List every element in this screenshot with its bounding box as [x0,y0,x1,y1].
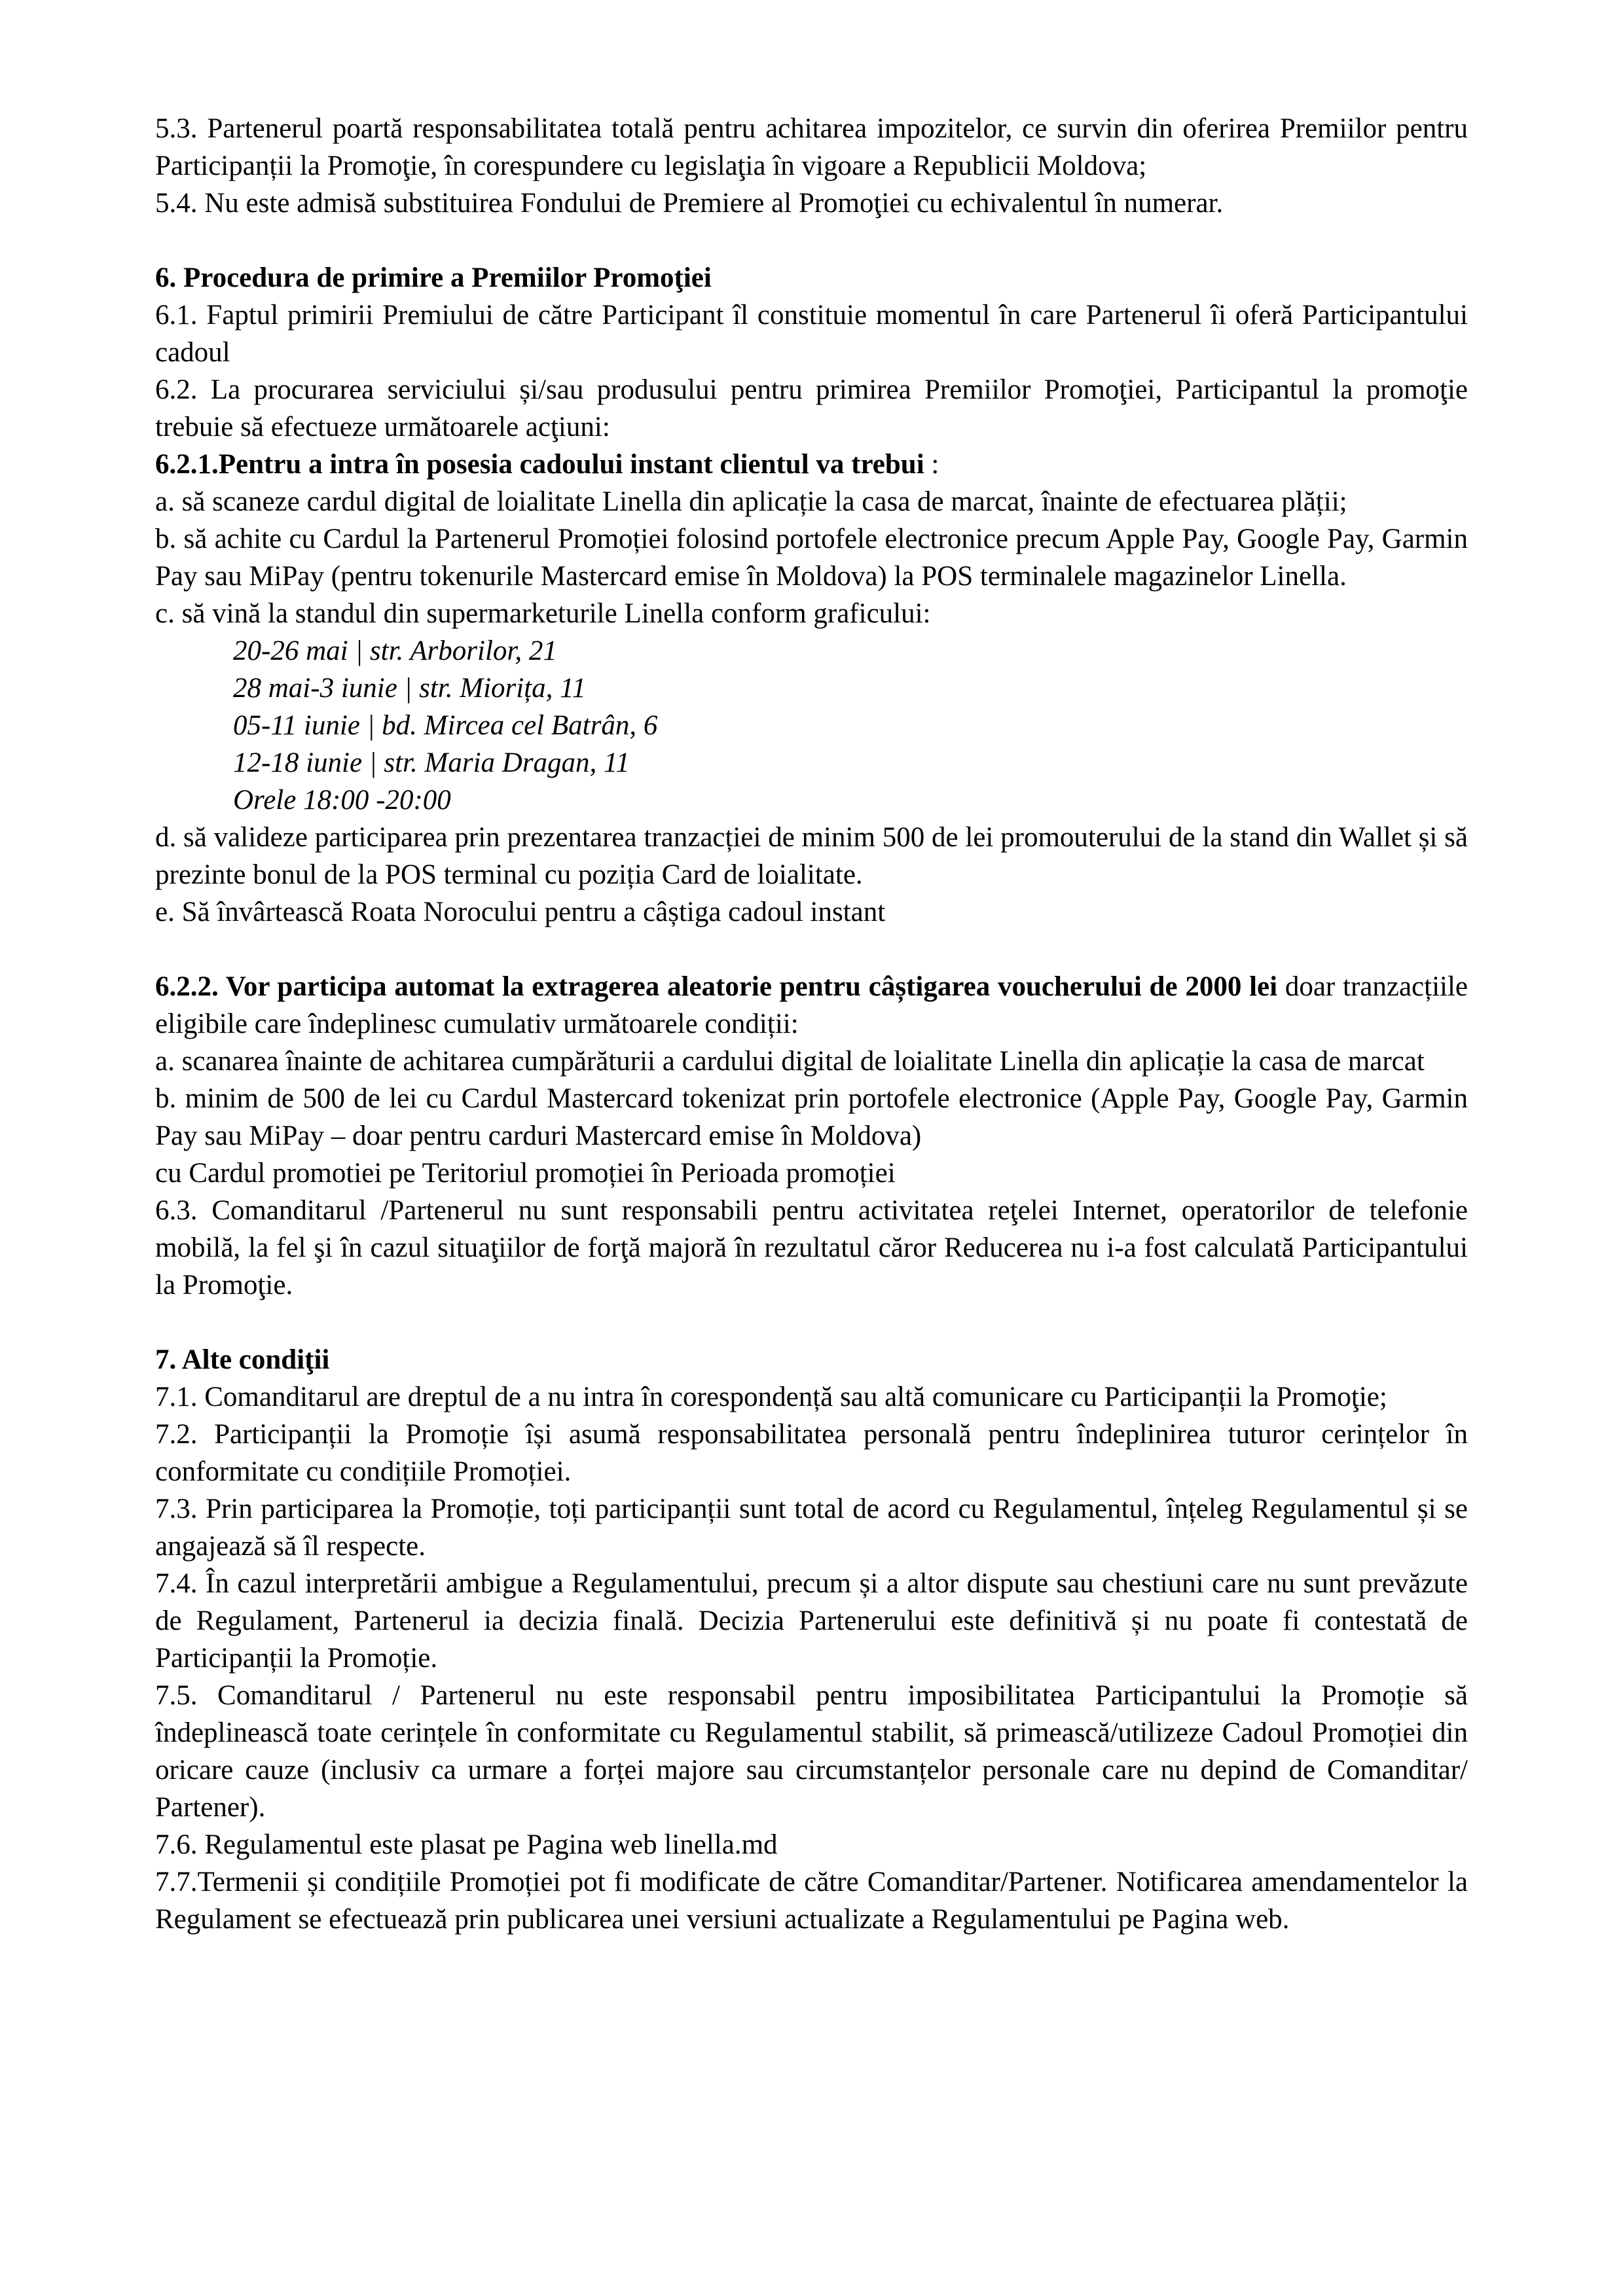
clause-6-2-2 [155,968,1468,1043]
clause-7-7: 7.7.Termenii și condițiile Promoției pot fi modificate de către Comanditar/Partener. Notificarea amendamentelor la Regulament se efectuează prin publicarea unei versiuni actualizate a Regulamentului pe Pagina web. [155,1867,1468,1935]
schedule-line: 20-26 mai | str. Arborilor, 21 [233,636,557,666]
clause-6-3: 6.3. Comanditarul /Partenerul nu sunt responsabili pentru activitatea reţelei Internet, operatorilor de telefonie mobilă, la fel şi în cazul situaţiilor de forţă majoră în rezultatul căror Reducerea nu i-a fost calculată Participantului la Promoţie. [155,1195,1468,1300]
clause-7-3: 7.3. Prin participarea la Promoție, toți participanții sunt total de acord cu Regulamentul, înțeleg Regulamentul și se angajează să îl respecte. [155,1494,1468,1562]
clause-7-5: 7.5. Comanditarul / Partenerul nu este responsabil pentru imposibilitatea Participantului la Promoție să îndeplinească toate cerințele în conformitate cu Regulamentul stabilit, să primească/utilizeze Cadoul Promoției din oricare cauze (inclusiv ca urmare a forței majore sau circumstanțelor personale care nu depind de Comanditar/ Partener). [155,1680,1468,1823]
item-d: d. să valideze participarea prin prezentarea tranzacției de minim 500 de lei promouterului de la stand din Wallet și să prezinte bonul de la POS terminal cu poziția Card de loialitate. [155,822,1468,890]
clause-5-4: 5.4. Nu este admisă substituirea Fondului de Premiere al Promoţiei cu echivalentul în numerar. [155,188,1224,219]
clause-6-2-1-rest: : [924,449,939,480]
item-b: b. să achite cu Cardul la Partenerul Promoției folosind portofele electronice precum Apple Pay, Google Pay, Garmin Pay sau MiPay (pentru tokenurile Mastercard emise în Moldova) la POS terminalele magazinelor Linella. [155,524,1468,592]
item-a: a. să scaneze cardul digital de loialitate Linella din aplicație la casa de marcat, înainte de efectuarea plății; [155,486,1347,517]
document-page [155,110,1468,1938]
condition-b-continued: cu Cardul promotiei pe Teritoriul promoției în Perioada promoției [155,1158,896,1189]
clause-6-1: 6.1. Faptul primirii Premiului de către Participant îl constituie momentul în care Partenerul îi oferă Participantului cadoul [155,300,1468,368]
spacer [155,1304,1468,1341]
clause-6-2: 6.2. La procurarea serviciului și/sau produsului pentru primirea Premiilor Promoţiei, Participantul la promoţie trebuie să efectueze următoarele acţiuni: [155,374,1468,442]
condition-a: a. scanarea înainte de achitarea cumpărăturii a cardului digital de loialitate Linella din aplicație la casa de marcat [155,1046,1425,1077]
condition-b: b. minim de 500 de lei cu Cardul Mastercard tokenizat prin portofele electronice (Apple Pay, Google Pay, Garmin Pay sau MiPay – doar pentru carduri Mastercard emise în Moldova) [155,1083,1468,1151]
spacer [155,222,1468,259]
schedule-line: 12-18 iunie | str. Maria Dragan, 11 [233,747,630,778]
clause-6-2-1-bold: 6.2.1.Pentru a intra în posesia cadoului instant clientul va trebui [155,449,924,480]
section-6-heading: 6. Procedura de primire a Premiilor Promoţiei [155,262,712,293]
clause-7-4: 7.4. În cazul interpretării ambigue a Regulamentului, precum și a altor dispute sau chestiuni care nu sunt prevăzute de Regulament, Partenerul ia decizia finală. Decizia Partenerului este definitivă și nu poate fi contestată de Participanții la Promoție. [155,1568,1468,1674]
item-e: e. Să învârtească Roata Norocului pentru a câștiga cadoul instant [155,897,886,927]
schedule-line: 05-11 iunie | bd. Mircea cel Batrân, 6 [233,710,658,741]
section-7-heading: 7. Alte condiţii [155,1344,330,1375]
clause-6-2-2-bold: 6.2.2. Vor participa automat la extragerea aleatorie pentru câștigarea voucherului de 2000 lei [155,971,1278,1002]
spacer [155,931,1468,968]
schedule-hours: Orele 18:00 -20:00 [233,785,451,816]
clause-7-2: 7.2. Participanții la Promoție își asumă responsabilitatea personală pentru îndeplinirea tuturor cerințelor în conformitate cu condițiile Promoției. [155,1419,1468,1487]
clause-7-6: 7.6. Regulamentul este plasat pe Pagina web linella.md [155,1829,778,1860]
clause-7-1: 7.1. Comanditarul are dreptul de a nu intra în corespondență sau altă comunicare cu Participanții la Promoţie; [155,1382,1387,1412]
clause-5-3: 5.3. Partenerul poartă responsabilitatea totală pentru achitarea impozitelor, ce survin din oferirea Premiilor pentru Participanții la Promoţie, în corespundere cu legislaţia în vigoare a Republicii Moldova; [155,113,1468,181]
clause-6-2-1 [155,446,1468,483]
clause-6-2-2-rest: doar tranzacțiile eligibile care îndeplinesc cumulativ următoarele condiții: [155,971,1468,1039]
item-c: c. să vină la standul din supermarketurile Linella conform graficului: [155,598,931,629]
schedule-line: 28 mai-3 iunie | str. Miorița, 11 [233,673,586,704]
